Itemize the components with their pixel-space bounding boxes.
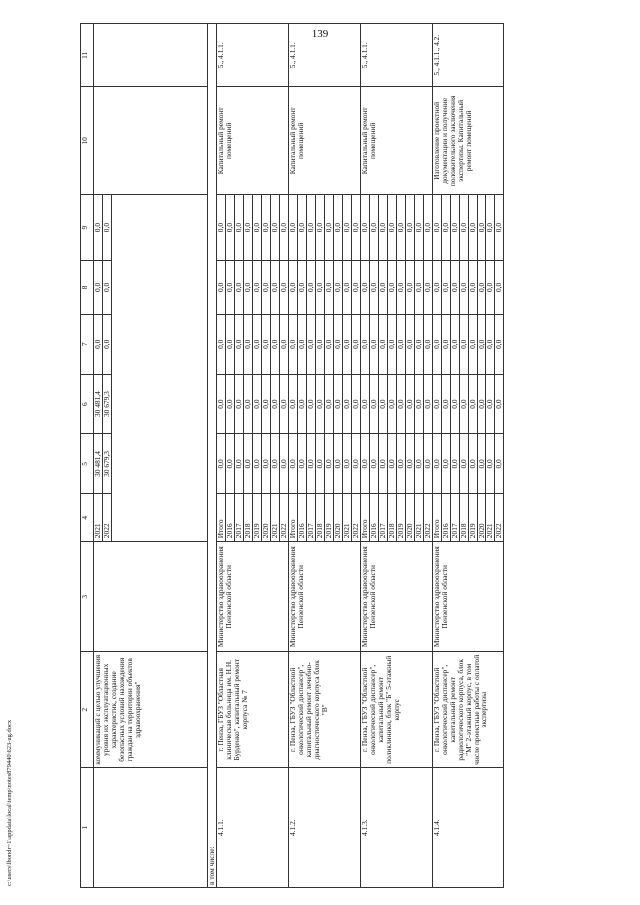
value-cell: 0,0 bbox=[423, 374, 432, 434]
value-cell: 0,0 bbox=[351, 261, 360, 315]
value-cell: 0,0 bbox=[94, 195, 103, 261]
column-header-2: 2 bbox=[81, 652, 94, 768]
value-cell: 0,0 bbox=[450, 261, 459, 315]
value-cell: 0,0 bbox=[405, 434, 414, 494]
year-cell: 2020 bbox=[261, 494, 270, 542]
value-cell: 0,0 bbox=[297, 434, 306, 494]
subitem-name: г. Пенза, ГБУЗ "Областной онкологический диспансер", капитальный ремонт радиологического корпуса, блок "М" 2-этажный корпус, в том числе проектные работы с оплатой экспертизы bbox=[432, 652, 504, 768]
value-cell: 0,0 bbox=[450, 195, 459, 261]
column-header-11: 11 bbox=[81, 24, 94, 88]
value-cell: 0,0 bbox=[102, 195, 111, 261]
value-cell: 0,0 bbox=[441, 374, 450, 434]
value-cell: 0,0 bbox=[351, 374, 360, 434]
value-cell: 0,0 bbox=[342, 261, 351, 315]
table-row bbox=[360, 24, 369, 888]
year-cell: 2020 bbox=[405, 494, 414, 542]
value-cell: 0,0 bbox=[360, 261, 369, 315]
value-cell: 0,0 bbox=[261, 314, 270, 374]
column-header-9: 9 bbox=[81, 195, 94, 261]
value-cell: 0,0 bbox=[378, 195, 387, 261]
subitem-name: г. Пенза, ГБУЗ "Областной онкологический диспансер", капитальный ремонт лечебно-диагностического корпуса блок "В" bbox=[288, 652, 360, 768]
executor: Министерство здравоохранения Пензенской области bbox=[360, 542, 432, 652]
value-cell: 0,0 bbox=[360, 434, 369, 494]
value-cell: 0,0 bbox=[486, 434, 495, 494]
column-header-4: 4 bbox=[81, 494, 94, 542]
value-cell: 0,0 bbox=[360, 374, 369, 434]
value-cell: 0,0 bbox=[486, 374, 495, 434]
value-cell: 0,0 bbox=[342, 434, 351, 494]
value-cell: 0,0 bbox=[351, 314, 360, 374]
value-cell: 0,0 bbox=[423, 261, 432, 315]
table-row bbox=[432, 24, 441, 888]
value-cell: 0,0 bbox=[360, 314, 369, 374]
subitem-number: 4.1.1. bbox=[216, 768, 288, 888]
value-cell: 0,0 bbox=[333, 434, 342, 494]
value-cell: 0,0 bbox=[252, 374, 261, 434]
value-cell: 0,0 bbox=[405, 261, 414, 315]
note-cell bbox=[94, 87, 208, 195]
value-cell: 0,0 bbox=[216, 314, 225, 374]
column-header-3: 3 bbox=[81, 542, 94, 652]
row-number-cell bbox=[94, 768, 208, 888]
value-cell: 0,0 bbox=[315, 261, 324, 315]
value-cell: 0,0 bbox=[396, 195, 405, 261]
year-cell: Итого bbox=[432, 494, 441, 542]
year-cell: Итого bbox=[216, 494, 225, 542]
value-cell: 0,0 bbox=[405, 314, 414, 374]
value-cell: 0,0 bbox=[94, 314, 103, 374]
column-header-6: 6 bbox=[81, 374, 94, 434]
value-cell: 0,0 bbox=[279, 434, 288, 494]
value-cell: 0,0 bbox=[360, 195, 369, 261]
indicator: 5., 4.1.1. bbox=[360, 24, 432, 88]
value-cell: 0,0 bbox=[288, 374, 297, 434]
note: Изготовление проектной документации и получение положительного заключения экспертизы. Капитальный ремонт помещений bbox=[432, 87, 504, 195]
value-cell: 0,0 bbox=[432, 434, 441, 494]
value-cell: 0,0 bbox=[324, 261, 333, 315]
value-cell: 0,0 bbox=[270, 434, 279, 494]
value-cell: 0,0 bbox=[468, 374, 477, 434]
note: Капитальный ремонт помещений bbox=[216, 87, 288, 195]
value-cell: 0,0 bbox=[324, 374, 333, 434]
value-cell: 0,0 bbox=[243, 195, 252, 261]
year-cell: 2017 bbox=[306, 494, 315, 542]
value-cell: 0,0 bbox=[288, 434, 297, 494]
year-cell: Итого bbox=[288, 494, 297, 542]
subitem-name: г. Пенза, ГБУЗ "Областная клиническая больница им. Н.Н. Бурденко", капитальный ремонт корпуса № 7 bbox=[216, 652, 288, 768]
value-cell: 0,0 bbox=[486, 261, 495, 315]
value-cell: 0,0 bbox=[486, 195, 495, 261]
value-cell: 0,0 bbox=[405, 195, 414, 261]
indicator: 5., 4.1.1. bbox=[288, 24, 360, 88]
value-cell: 0,0 bbox=[468, 314, 477, 374]
value-cell: 0,0 bbox=[234, 195, 243, 261]
value-cell: 0,0 bbox=[414, 374, 423, 434]
year-cell: 2018 bbox=[459, 494, 468, 542]
value-cell: 0,0 bbox=[441, 195, 450, 261]
subitem-number: 4.1.2. bbox=[288, 768, 360, 888]
year-cell: 2018 bbox=[315, 494, 324, 542]
value-cell: 0,0 bbox=[468, 195, 477, 261]
value-cell: 0,0 bbox=[450, 434, 459, 494]
year-cell: 2022 bbox=[279, 494, 288, 542]
file-path-footer: c:\users\lbondr~1\appdata\local\temp\notes879440\623-ug.docx bbox=[6, 719, 13, 886]
value-cell: 0,0 bbox=[441, 261, 450, 315]
year-cell: 2019 bbox=[252, 494, 261, 542]
value-cell: 0,0 bbox=[288, 195, 297, 261]
year-cell: 2018 bbox=[243, 494, 252, 542]
value-cell: 0,0 bbox=[102, 314, 111, 374]
value-cell: 0,0 bbox=[216, 195, 225, 261]
value-cell: 0,0 bbox=[315, 314, 324, 374]
column-header-1: 1 bbox=[81, 768, 94, 888]
value-cell: 0,0 bbox=[324, 195, 333, 261]
table-row bbox=[288, 24, 297, 888]
value-cell: 0,0 bbox=[94, 261, 103, 315]
value-cell: 0,0 bbox=[441, 314, 450, 374]
year-cell: 2016 bbox=[225, 494, 234, 542]
value-cell: 0,0 bbox=[315, 434, 324, 494]
value-cell: 0,0 bbox=[342, 195, 351, 261]
year-cell: 2016 bbox=[441, 494, 450, 542]
value-cell: 0,0 bbox=[432, 374, 441, 434]
value-cell: 0,0 bbox=[396, 314, 405, 374]
value-cell: 0,0 bbox=[252, 434, 261, 494]
value-cell: 0,0 bbox=[102, 261, 111, 315]
year-cell: 2017 bbox=[378, 494, 387, 542]
year-cell: 2019 bbox=[468, 494, 477, 542]
value-cell: 0,0 bbox=[459, 434, 468, 494]
value-cell: 0,0 bbox=[495, 195, 504, 261]
value-cell: 0,0 bbox=[477, 195, 486, 261]
column-header-10: 10 bbox=[81, 87, 94, 195]
value-cell: 0,0 bbox=[270, 261, 279, 315]
value-cell: 0,0 bbox=[396, 374, 405, 434]
value-cell: 0,0 bbox=[225, 374, 234, 434]
value-cell: 0,0 bbox=[378, 314, 387, 374]
value-cell: 0,0 bbox=[441, 434, 450, 494]
indicator-cell bbox=[94, 24, 208, 88]
value-cell: 0,0 bbox=[468, 434, 477, 494]
year-cell: 2021 bbox=[414, 494, 423, 542]
value-cell: 0,0 bbox=[225, 434, 234, 494]
column-header-8: 8 bbox=[81, 261, 94, 315]
value-cell: 0,0 bbox=[342, 314, 351, 374]
value-cell: 0,0 bbox=[297, 314, 306, 374]
year-cell: 2022 bbox=[495, 494, 504, 542]
year-cell: 2016 bbox=[369, 494, 378, 542]
value-cell: 0,0 bbox=[423, 195, 432, 261]
value-cell: 0,0 bbox=[243, 374, 252, 434]
value-cell: 30 679,3 bbox=[102, 434, 111, 494]
value-cell: 0,0 bbox=[279, 314, 288, 374]
value-cell: 0,0 bbox=[270, 374, 279, 434]
note: Капитальный ремонт помещений bbox=[360, 87, 432, 195]
value-cell: 0,0 bbox=[297, 195, 306, 261]
value-cell: 0,0 bbox=[414, 261, 423, 315]
value-cell: 0,0 bbox=[216, 434, 225, 494]
year-cell: 2021 bbox=[486, 494, 495, 542]
value-cell: 0,0 bbox=[477, 314, 486, 374]
value-cell: 0,0 bbox=[261, 195, 270, 261]
value-cell: 0,0 bbox=[270, 195, 279, 261]
year-cell: 2021 bbox=[342, 494, 351, 542]
subitem-number: 4.1.3. bbox=[360, 768, 432, 888]
value-cell: 0,0 bbox=[423, 434, 432, 494]
value-cell: 30 679,3 bbox=[102, 374, 111, 434]
value-cell: 0,0 bbox=[450, 314, 459, 374]
value-cell: 0,0 bbox=[387, 374, 396, 434]
value-cell: 0,0 bbox=[243, 434, 252, 494]
indicator: 5., 4.1.1. bbox=[216, 24, 288, 88]
rotated-table-container bbox=[80, 23, 604, 888]
year-cell: 2020 bbox=[333, 494, 342, 542]
value-cell: 0,0 bbox=[333, 261, 342, 315]
value-cell: 0,0 bbox=[297, 374, 306, 434]
value-cell: 0,0 bbox=[279, 195, 288, 261]
year-cell: 2018 bbox=[387, 494, 396, 542]
value-cell: 0,0 bbox=[216, 261, 225, 315]
header-row bbox=[81, 24, 94, 888]
value-cell: 0,0 bbox=[387, 314, 396, 374]
table-row bbox=[216, 24, 225, 888]
value-cell: 0,0 bbox=[495, 261, 504, 315]
value-cell: 0,0 bbox=[333, 374, 342, 434]
value-cell: 0,0 bbox=[387, 261, 396, 315]
value-cell: 0,0 bbox=[495, 434, 504, 494]
value-cell: 0,0 bbox=[306, 434, 315, 494]
value-cell: 0,0 bbox=[405, 374, 414, 434]
value-cell: 0,0 bbox=[315, 195, 324, 261]
executor: Министерство здравоохранения Пензенской области bbox=[288, 542, 360, 652]
value-cell: 30 481,4 bbox=[94, 434, 103, 494]
value-cell: 0,0 bbox=[414, 434, 423, 494]
value-cell: 30 481,4 bbox=[94, 374, 103, 434]
value-cell: 0,0 bbox=[378, 374, 387, 434]
value-cell: 0,0 bbox=[459, 195, 468, 261]
value-cell: 0,0 bbox=[351, 195, 360, 261]
value-cell: 0,0 bbox=[351, 434, 360, 494]
value-cell: 0,0 bbox=[234, 314, 243, 374]
value-cell: 0,0 bbox=[495, 314, 504, 374]
value-cell: 0,0 bbox=[261, 261, 270, 315]
value-cell: 0,0 bbox=[342, 374, 351, 434]
value-cell: 0,0 bbox=[279, 261, 288, 315]
subitem-number: 4.1.4. bbox=[432, 768, 504, 888]
year-cell: 2019 bbox=[396, 494, 405, 542]
value-cell: 0,0 bbox=[378, 434, 387, 494]
year-cell: 2021 bbox=[94, 494, 103, 542]
value-cell: 0,0 bbox=[414, 314, 423, 374]
value-cell: 0,0 bbox=[468, 261, 477, 315]
value-cell: 0,0 bbox=[225, 195, 234, 261]
value-cell: 0,0 bbox=[234, 261, 243, 315]
value-cell: 0,0 bbox=[495, 374, 504, 434]
value-cell: 0,0 bbox=[414, 195, 423, 261]
value-cell: 0,0 bbox=[288, 261, 297, 315]
value-cell: 0,0 bbox=[333, 314, 342, 374]
value-cell: 0,0 bbox=[243, 261, 252, 315]
year-cell: 2022 bbox=[351, 494, 360, 542]
value-cell: 0,0 bbox=[486, 314, 495, 374]
executor: Министерство здравоохранения Пензенской области bbox=[216, 542, 288, 652]
value-cell: 0,0 bbox=[459, 314, 468, 374]
value-cell: 0,0 bbox=[243, 314, 252, 374]
value-cell: 0,0 bbox=[423, 314, 432, 374]
value-cell: 0,0 bbox=[288, 314, 297, 374]
value-cell: 0,0 bbox=[369, 195, 378, 261]
value-cell: 0,0 bbox=[306, 314, 315, 374]
value-cell: 0,0 bbox=[432, 195, 441, 261]
value-cell: 0,0 bbox=[432, 314, 441, 374]
value-cell: 0,0 bbox=[306, 261, 315, 315]
executor: Министерство здравоохранения Пензенской области bbox=[432, 542, 504, 652]
value-cell: 0,0 bbox=[432, 261, 441, 315]
executor-cell bbox=[94, 542, 208, 652]
value-cell: 0,0 bbox=[459, 261, 468, 315]
subitem-name: г. Пенза, ГБУЗ "Областной онкологический диспансер", капитальный ремонт поликлиники, блок "Б" 5-этажный корпус bbox=[360, 652, 432, 768]
year-cell: 2017 bbox=[450, 494, 459, 542]
value-cell: 0,0 bbox=[216, 374, 225, 434]
value-cell: 0,0 bbox=[324, 434, 333, 494]
value-cell: 0,0 bbox=[369, 261, 378, 315]
year-cell: 2017 bbox=[234, 494, 243, 542]
value-cell: 0,0 bbox=[324, 314, 333, 374]
year-cell: 2019 bbox=[324, 494, 333, 542]
value-cell: 0,0 bbox=[387, 434, 396, 494]
value-cell: 0,0 bbox=[477, 434, 486, 494]
value-cell: 0,0 bbox=[369, 314, 378, 374]
value-cell: 0,0 bbox=[450, 374, 459, 434]
indicator: 5., 4.1.1., 4.2. bbox=[432, 24, 504, 88]
column-header-7: 7 bbox=[81, 314, 94, 374]
value-cell: 0,0 bbox=[369, 374, 378, 434]
in-that-number-label: в том числе: bbox=[207, 24, 216, 888]
value-cell: 0,0 bbox=[396, 261, 405, 315]
column-header-5: 5 bbox=[81, 434, 94, 494]
value-cell: 0,0 bbox=[477, 374, 486, 434]
year-cell: 2022 bbox=[102, 494, 111, 542]
value-cell: 0,0 bbox=[369, 434, 378, 494]
measure-name: коммуникаций с целью улучшения уровня их эксплуатационных характеристик, создание безопасных условий нахождения граждан на территории объектов здравоохранения" bbox=[94, 652, 208, 768]
value-cell: 0,0 bbox=[477, 261, 486, 315]
value-cell: 0,0 bbox=[459, 374, 468, 434]
value-cell: 0,0 bbox=[270, 314, 279, 374]
value-cell: 0,0 bbox=[234, 374, 243, 434]
year-cell: 2022 bbox=[423, 494, 432, 542]
year-cell: 2021 bbox=[270, 494, 279, 542]
note: Капитальный ремонт помещений bbox=[288, 87, 360, 195]
page-number: 139 bbox=[311, 28, 329, 40]
year-cell: 2016 bbox=[297, 494, 306, 542]
value-cell: 0,0 bbox=[396, 434, 405, 494]
value-cell: 0,0 bbox=[297, 261, 306, 315]
value-cell: 0,0 bbox=[225, 261, 234, 315]
year-cell: Итого bbox=[360, 494, 369, 542]
value-cell: 0,0 bbox=[378, 261, 387, 315]
program-table bbox=[80, 23, 504, 888]
value-cell: 0,0 bbox=[306, 374, 315, 434]
value-cell: 0,0 bbox=[333, 195, 342, 261]
value-cell: 0,0 bbox=[315, 374, 324, 434]
value-cell: 0,0 bbox=[252, 314, 261, 374]
value-cell: 0,0 bbox=[261, 434, 270, 494]
year-cell: 2020 bbox=[477, 494, 486, 542]
value-cell: 0,0 bbox=[261, 374, 270, 434]
value-cell: 0,0 bbox=[252, 261, 261, 315]
value-cell: 0,0 bbox=[225, 314, 234, 374]
empty-cell bbox=[111, 195, 207, 542]
value-cell: 0,0 bbox=[387, 195, 396, 261]
value-cell: 0,0 bbox=[279, 374, 288, 434]
table-body bbox=[94, 24, 504, 888]
value-cell: 0,0 bbox=[306, 195, 315, 261]
value-cell: 0,0 bbox=[234, 434, 243, 494]
value-cell: 0,0 bbox=[252, 195, 261, 261]
